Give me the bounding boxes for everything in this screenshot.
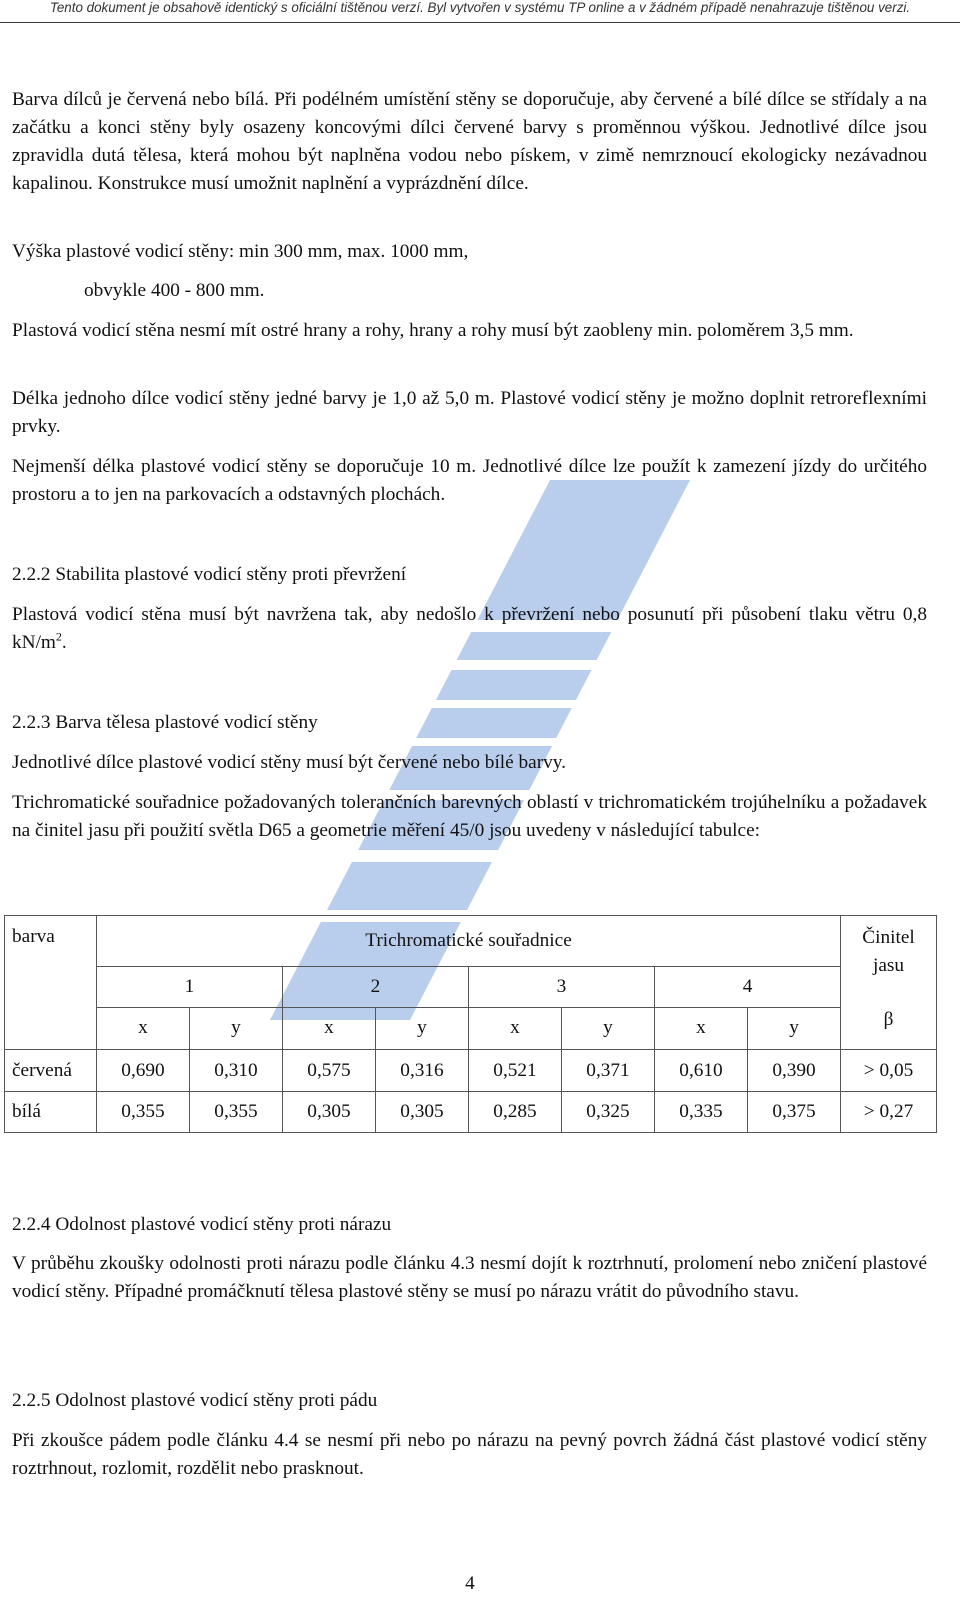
table-cell: 0,575 (283, 1050, 376, 1092)
header-axis: x (469, 1007, 562, 1050)
header-axis: y (376, 1007, 469, 1050)
paragraph-stability (12, 601, 927, 657)
table-cell: 0,610 (655, 1050, 748, 1092)
row-color-name: bílá (5, 1092, 97, 1133)
row-luminance-factor: > 0,05 (841, 1050, 937, 1092)
table-cell: 0,375 (748, 1092, 841, 1133)
paragraph-body-color: Jednotlivé dílce plastové vodicí stěny musí být červené nebo bílé barvy. (12, 752, 567, 773)
header-axis: x (97, 1007, 190, 1050)
header-barva-spacer (5, 966, 97, 1007)
header-trichromatic-coordinates: Trichromatické souřadnice (97, 916, 841, 967)
table-cell: 0,390 (748, 1050, 841, 1092)
table-cell: 0,521 (469, 1050, 562, 1092)
header-luminance-factor: Činitel jasu (841, 916, 937, 1008)
table-cell: 0,316 (376, 1050, 469, 1092)
paragraph-edges: Plastová vodicí stěna nesmí mít ostré hrany a rohy, hrany a rohy musí být zaobleny min. poloměrem 3,5 mm. (12, 320, 854, 341)
table-cell: 0,305 (283, 1092, 376, 1133)
trichromatic-table (4, 915, 937, 1133)
header-point-3: 3 (469, 966, 655, 1007)
table-cell: 0,355 (190, 1092, 283, 1133)
header-point-2: 2 (283, 966, 469, 1007)
section-heading-2-2-2: 2.2.2 Stabilita plastové vodicí stěny proti převržení (12, 564, 407, 585)
document-notice: Tento dokument je obsahově identický s oficiální tištěnou verzí. Byl vytvořen v systému TP online a v žádném případě nenahrazuje tištěnou verzi. (49, 0, 911, 15)
section-heading-2-2-4: 2.2.4 Odolnost plastové vodicí stěny proti nárazu (12, 1214, 392, 1235)
section-heading-2-2-5: 2.2.5 Odolnost plastové vodicí stěny proti pádu (12, 1390, 378, 1411)
header-barva-spacer (5, 1007, 97, 1050)
paragraph-impact: V průběhu zkoušky odolnosti proti nárazu podle článku 4.3 nesmí dojít k roztrhnutí, prolomení nebo zničení plastové vodicí stěny. Případné promáčknutí tělesa plastové stěny se musí po nárazu vrátit do původního stavu. (12, 1253, 927, 1302)
paragraph-part-length: Délka jednoho dílce vodicí stěny jedné barvy je 1,0 až 5,0 m. Plastové vodicí stěny je možno doplnit retroreflexními prvky. (12, 388, 927, 437)
header-barva: barva (5, 916, 97, 967)
table-row (5, 1050, 937, 1092)
table-cell: 0,690 (97, 1050, 190, 1092)
stability-text: Plastová vodicí stěna musí být navržena tak, aby nedošlo k převržení nebo posunutí při působení tlaku větru 0,8 kN/m (12, 604, 927, 653)
superscript-2: 2 (55, 629, 62, 644)
table-row (5, 1092, 937, 1133)
stability-period: . (61, 632, 67, 653)
paragraph-part-color: Barva dílců je červená nebo bílá. Při podélném umístění stěny se doporučuje, aby červené a bílé dílce se střídaly a na začátku a konci stěny byly osazeny koncovými dílci červené barvy s proměnnou výškou. Jednotlivé dílce jsou zpravidla dutá tělesa, která mohou být naplněna vodou nebo pískem, v zimě nemrznoucí ekologicky nezávadnou kapalinou. Konstrukce musí umožnit naplnění a vyprázdnění dílce. (12, 89, 927, 194)
table-cell: 0,305 (376, 1092, 469, 1133)
table-cell: 0,310 (190, 1050, 283, 1092)
table-cell: 0,285 (469, 1092, 562, 1133)
header-axis: x (655, 1007, 748, 1050)
paragraph-height (12, 238, 927, 266)
section-heading-2-2-3: 2.2.3 Barva tělesa plastové vodicí stěny (12, 712, 318, 733)
header-axis: y (748, 1007, 841, 1050)
paragraph-min-length: Nejmenší délka plastové vodicí stěny se doporučuje 10 m. Jednotlivé dílce lze použít k zamezení jízdy do určitého prostoru a to jen na parkovacích a odstavných plochách. (12, 456, 927, 505)
row-color-name: červená (5, 1050, 97, 1092)
paragraph-height-typical: obvykle 400 - 800 mm. (84, 280, 265, 301)
table-cell: 0,325 (562, 1092, 655, 1133)
header-axis: y (190, 1007, 283, 1050)
paragraph-drop: Při zkoušce pádem podle článku 4.4 se nesmí při nebo po nárazu na pevný povrch žádná část plastové vodicí stěny roztrhnout, rozlomit, rozdělit nebo prasknout. (12, 1430, 927, 1479)
row-luminance-factor: > 0,27 (841, 1092, 937, 1133)
header-axis: y (562, 1007, 655, 1050)
table-cell: 0,355 (97, 1092, 190, 1133)
table-cell: 0,335 (655, 1092, 748, 1133)
header-beta: β (841, 1007, 937, 1050)
document-notice-header (0, 0, 960, 23)
height-range-text: Výška plastové vodicí stěny: min 300 mm, max. 1000 mm, (12, 241, 469, 262)
header-axis: x (283, 1007, 376, 1050)
paragraph-trichromatic: Trichromatické souřadnice požadovaných tolerančních barevných oblastí v trichromatickém trojúhelníku a požadavek na činitel jasu při použití světla D65 a geometrie měření 45/0 jsou uvedeny v následující tabulce: (12, 792, 927, 841)
header-point-4: 4 (655, 966, 841, 1007)
header-point-1: 1 (97, 966, 283, 1007)
table-cell: 0,371 (562, 1050, 655, 1092)
page-number: 4 (465, 1573, 475, 1594)
